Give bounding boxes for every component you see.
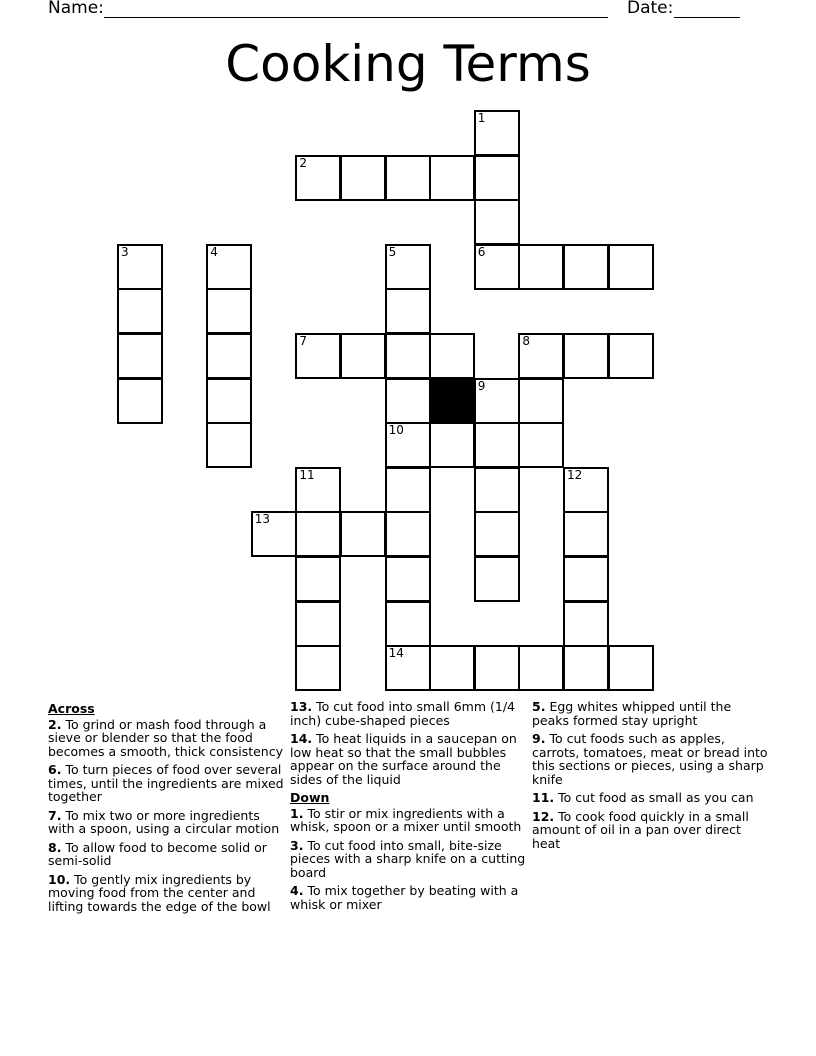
crossword-cell[interactable]	[429, 645, 475, 691]
crossword-cell[interactable]	[340, 511, 386, 557]
crossword-cell[interactable]	[385, 422, 431, 468]
crossword-cell[interactable]	[117, 288, 163, 334]
crossword-cell[interactable]	[563, 511, 609, 557]
crossword-cell[interactable]	[474, 422, 520, 468]
crossword-cell[interactable]	[385, 244, 431, 290]
crossword-cell[interactable]	[429, 422, 475, 468]
crossword-cell[interactable]	[563, 244, 609, 290]
crossword-cell[interactable]	[474, 556, 520, 602]
crossword-cell[interactable]	[518, 244, 564, 290]
page-title: Cooking Terms	[225, 35, 591, 93]
cell-number: 7	[299, 334, 308, 348]
crossword-cell[interactable]	[474, 155, 520, 201]
crossword-cell[interactable]	[518, 645, 564, 691]
crossword-cell[interactable]	[563, 333, 609, 379]
clue-down-5	[532, 700, 768, 727]
crossword-cell[interactable]	[608, 244, 654, 290]
clue-number: 6.	[48, 762, 62, 777]
cell-number: 2	[299, 155, 308, 170]
date-label: Date:	[627, 0, 674, 18]
clue-text: To turn pieces of food over several times, until the ingredients are mixed together	[48, 762, 284, 804]
down-heading: Down	[290, 790, 330, 805]
crossword-cell[interactable]	[563, 556, 609, 602]
crossword-cell[interactable]	[117, 378, 163, 424]
crossword-cell[interactable]	[117, 244, 163, 290]
clue-down-12	[532, 810, 768, 851]
crossword-cell[interactable]	[295, 601, 341, 647]
clue-number: 5.	[532, 699, 546, 714]
clue-number: 2.	[48, 716, 62, 732]
clue-number: 12.	[532, 808, 555, 824]
clue-number: 4.	[290, 883, 304, 898]
clue-text: To allow food to become solid or semi-solid	[48, 839, 267, 868]
cell-number: 3	[121, 244, 129, 259]
crossword-cell[interactable]	[608, 645, 654, 691]
crossword-cell[interactable]	[518, 378, 564, 424]
clues-column-1	[48, 702, 284, 918]
crossword-cell[interactable]	[518, 333, 564, 379]
crossword-cell[interactable]	[295, 556, 341, 602]
across-heading: Across	[48, 701, 95, 716]
crossword-block	[429, 378, 475, 424]
crossword-cell[interactable]	[295, 333, 341, 379]
clue-number: 3.	[290, 837, 304, 853]
clue-across-2	[48, 718, 284, 759]
clue-text: To mix together by beating with a whisk or mixer	[290, 883, 519, 912]
crossword-cell[interactable]	[295, 511, 341, 557]
clue-number: 7.	[48, 807, 62, 823]
clue-number: 1.	[290, 805, 304, 821]
crossword-cell[interactable]	[474, 199, 520, 245]
clue-across-7	[48, 809, 284, 836]
clue-number: 10.	[48, 871, 71, 887]
clue-number: 9.	[532, 731, 546, 746]
clue-across-14	[290, 732, 526, 786]
name-label: Name:	[48, 0, 104, 18]
cell-number: 14	[388, 646, 404, 661]
crossword-cell[interactable]	[429, 155, 475, 201]
clue-number: 14.	[290, 731, 313, 746]
crossword-cell[interactable]	[563, 601, 609, 647]
clues-column-2	[290, 700, 526, 916]
clue-across-10	[48, 873, 284, 914]
crossword-cell[interactable]	[608, 333, 654, 379]
cell-number: 4	[210, 244, 218, 259]
clue-down-3	[290, 839, 526, 880]
clue-across-8	[48, 841, 284, 868]
clue-down-4	[290, 884, 526, 911]
cell-number: 6	[477, 244, 486, 259]
crossword-cell[interactable]	[206, 333, 252, 379]
clue-text: To cut foods such as apples, carrots, tomatoes, meat or bread into this sections or pieces, using a sharp knife	[532, 731, 768, 787]
cell-number: 8	[522, 334, 531, 348]
crossword-cell[interactable]	[385, 511, 431, 557]
crossword-cell[interactable]	[474, 467, 520, 513]
crossword-cell[interactable]	[206, 422, 252, 468]
crossword-cell[interactable]	[563, 467, 609, 513]
clue-text: To mix two or more ingredients with a spoon, using a circular motion	[48, 807, 280, 836]
clue-text: To cut food into small 6mm (1/4 inch) cube-shaped pieces	[290, 699, 516, 728]
crossword-cell[interactable]	[295, 155, 341, 201]
crossword-cell[interactable]	[429, 333, 475, 379]
crossword-cell[interactable]	[474, 244, 520, 290]
clue-down-9	[532, 732, 768, 786]
crossword-cell[interactable]	[385, 556, 431, 602]
crossword-cell[interactable]	[295, 467, 341, 513]
clues-column-3	[532, 700, 768, 855]
clue-text: To stir or mix ingredients with a whisk, spoon or a mixer until smooth	[290, 805, 522, 834]
cell-number: 9	[477, 378, 486, 393]
crossword-cell[interactable]	[385, 601, 431, 647]
clue-text: To heat liquids in a saucepan on low heat so that the small bubbles appear on the surface around the sides of the liquid	[290, 731, 517, 787]
clue-down-11	[532, 791, 768, 805]
cell-number: 11	[299, 467, 315, 482]
clue-text: To cook food quickly in a small amount of oil in a pan over direct heat	[532, 808, 749, 851]
cell-number: 1	[477, 111, 486, 125]
crossword-cell[interactable]	[206, 288, 252, 334]
crossword-cell[interactable]	[385, 288, 431, 334]
crossword-cell[interactable]	[385, 155, 431, 201]
crossword-cell[interactable]	[563, 645, 609, 691]
crossword-cell[interactable]	[251, 511, 297, 557]
crossword-cell[interactable]	[340, 155, 386, 201]
clue-down-1	[290, 807, 526, 834]
cell-number: 13	[254, 512, 271, 527]
crossword-cell[interactable]	[385, 467, 431, 513]
clue-text: To cut food as small as you can	[558, 790, 754, 805]
clue-number: 13.	[290, 699, 313, 714]
clue-across-6	[48, 763, 284, 804]
crossword-cell[interactable]	[295, 645, 341, 691]
clue-number: 8.	[48, 839, 62, 855]
crossword-cell[interactable]	[474, 645, 520, 691]
clue-number: 11.	[532, 790, 555, 805]
clue-text: To gently mix ingredients by moving food from the center and lifting towards the edge of the bowl	[48, 871, 271, 914]
cell-number: 10	[388, 423, 404, 438]
crossword-cell[interactable]	[206, 378, 252, 424]
clue-text: To grind or mash food through a sieve or blender so that the food becomes a smooth, thick consistency	[48, 716, 283, 759]
crossword-cell[interactable]	[474, 378, 520, 424]
crossword-cell[interactable]	[385, 378, 431, 424]
crossword-cell[interactable]	[474, 110, 520, 156]
clue-text: To cut food into small, bite-size pieces with a sharp knife on a cutting board	[290, 837, 526, 880]
clue-across-13	[290, 700, 526, 727]
crossword-cell[interactable]	[117, 333, 163, 379]
cell-number: 5	[388, 244, 397, 259]
crossword-cell[interactable]	[474, 511, 520, 557]
cell-number: 12	[567, 467, 583, 482]
crossword-cell[interactable]	[385, 333, 431, 379]
crossword-cell[interactable]	[518, 422, 564, 468]
crossword-cell[interactable]	[385, 645, 431, 691]
crossword-cell[interactable]	[206, 244, 252, 290]
crossword-cell[interactable]	[340, 333, 386, 379]
clue-text: Egg whites whipped until the peaks formed stay upright	[532, 699, 732, 728]
